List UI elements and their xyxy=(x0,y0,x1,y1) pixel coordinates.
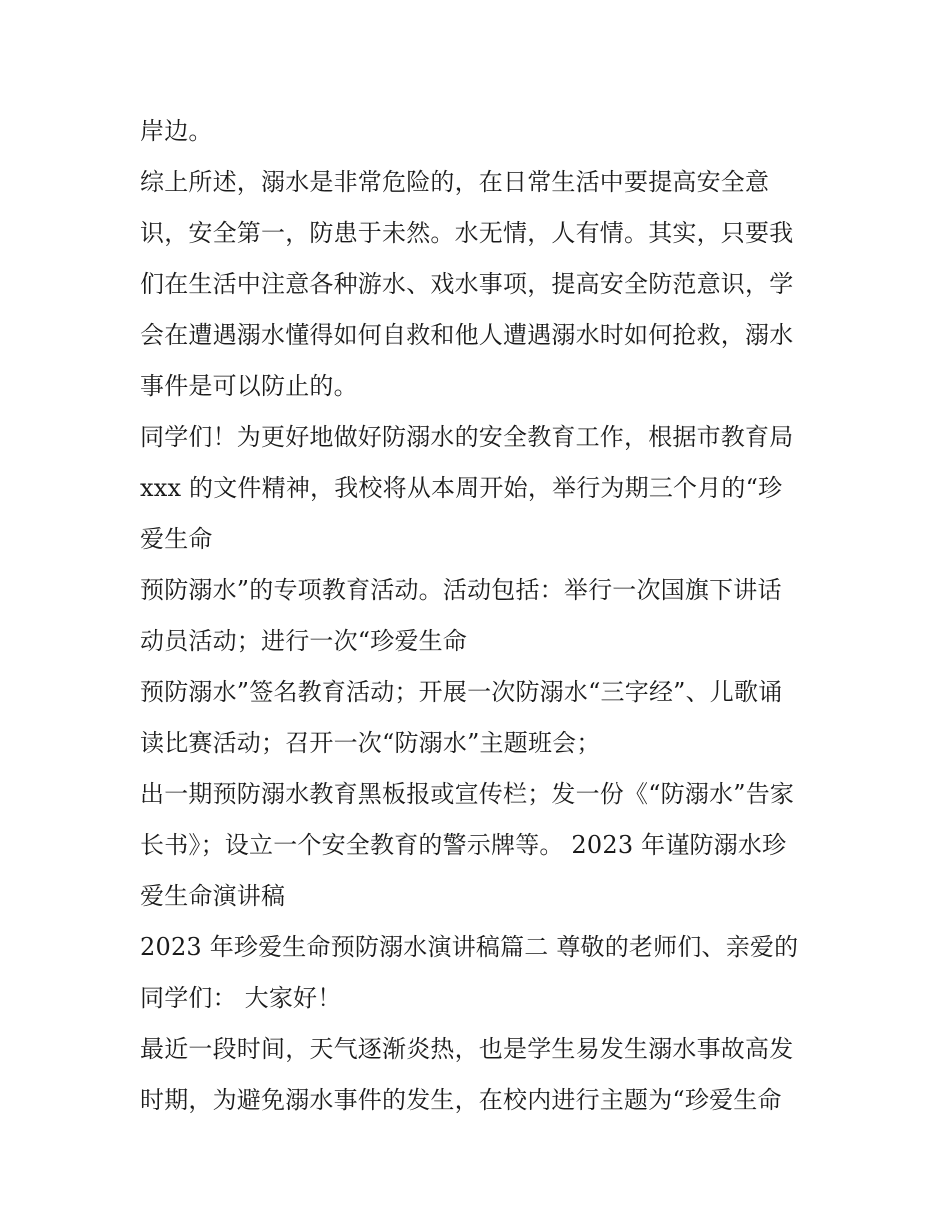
text-line: 同学们： 大家好！ xyxy=(140,984,342,1012)
text-line: 识，安全第一，防患于未然。水无情，人有情。其实，只要我 xyxy=(140,219,794,247)
text-line: 出一期预防溺水教育黑板报或宣传栏；发一份《“防溺水”告家 xyxy=(140,780,795,808)
text-line: 读比赛活动；召开一次“防溺水”主题班会； xyxy=(140,729,601,757)
text-line: 事件是可以防止的。 xyxy=(140,372,358,400)
text-line: xxx 的文件精神，我校将从本周开始，举行为期三个月的“珍 xyxy=(140,474,783,502)
text-line: 们在生活中注意各种游水、戏水事项，提高安全防范意识，学 xyxy=(140,270,794,298)
text-line: 预防溺水”的专项教育活动。活动包括：举行一次国旗下讲话 xyxy=(140,576,782,604)
text-line: 长书》；设立一个安全教育的警示牌等。 2023 年谨防溺水珍 xyxy=(140,831,787,859)
text-line: 爱生命 xyxy=(140,525,213,553)
text-line: 岸边。 xyxy=(140,117,213,145)
text-line: 2023 年珍爱生命预防溺水演讲稿篇二 尊敬的老师们、亲爱的 xyxy=(140,933,799,961)
text-line: 最近一段时间，天气逐渐炎热，也是学生易发生溺水事故高发 xyxy=(140,1035,794,1063)
text-line: 综上所述，溺水是非常危险的，在日常生活中要提高安全意 xyxy=(140,168,770,196)
text-line: 预防溺水”签名教育活动；开展一次防溺水“三字经”、儿歌诵 xyxy=(140,678,783,706)
text-line: 同学们！为更好地做好防溺水的安全教育工作，根据市教育局 xyxy=(140,423,794,451)
document-body xyxy=(140,106,820,1126)
text-line: 爱生命演讲稿 xyxy=(140,882,286,910)
text-line: 会在遭遇溺水懂得如何自救和他人遭遇溺水时如何抢救，溺水 xyxy=(140,321,794,349)
text-line: 动员活动；进行一次“珍爱生命 xyxy=(140,627,468,655)
text-line: 时期，为避免溺水事件的发生，在校内进行主题为“珍爱生命 xyxy=(140,1086,782,1114)
